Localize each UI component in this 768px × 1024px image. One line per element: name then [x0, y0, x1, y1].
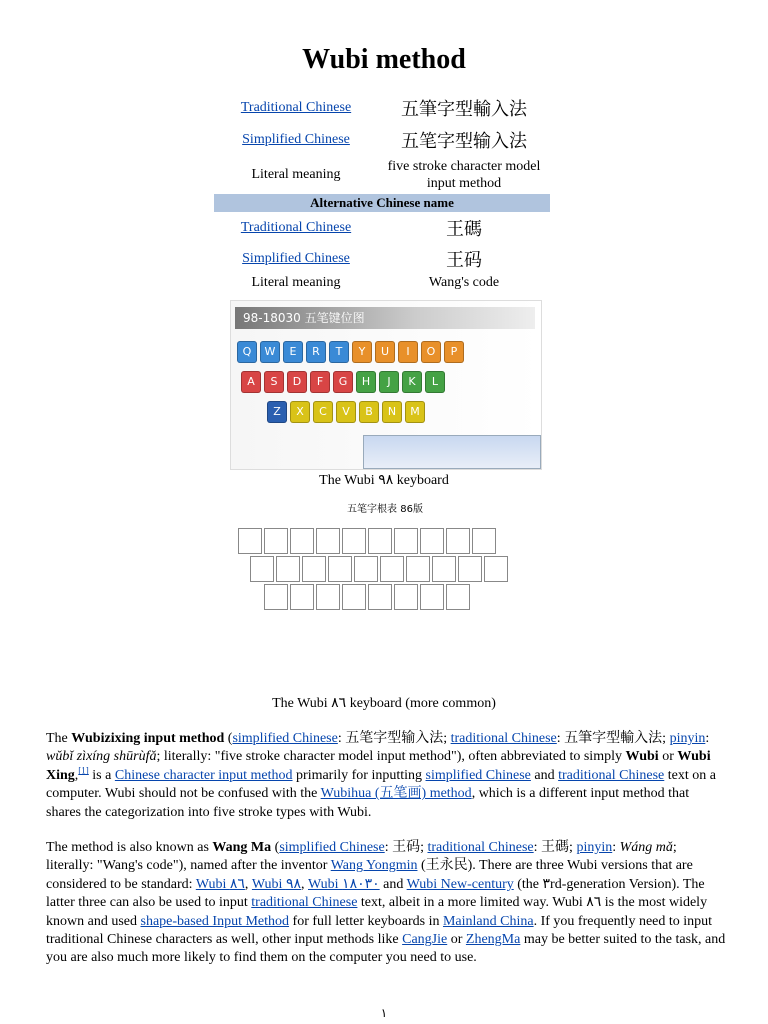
link-wubihua[interactable]: Wubihua (五笔画) method	[320, 786, 472, 802]
text: is a	[88, 767, 115, 783]
chart-cell	[368, 584, 392, 610]
chart-cell	[458, 556, 482, 582]
chart-legend	[240, 616, 530, 672]
chart-cell	[446, 528, 470, 554]
key: S	[264, 371, 284, 393]
key: D	[287, 371, 307, 393]
key: I	[398, 341, 418, 363]
infobox-row	[214, 274, 550, 292]
text: or	[447, 932, 466, 948]
figure1-caption: The Wubi ٩٨ keyboard	[319, 473, 449, 488]
chart-cell	[290, 528, 314, 554]
infobox-alt-header	[214, 194, 550, 212]
link-simplified-chinese[interactable]: simplified Chinese	[279, 840, 385, 855]
chart-cell	[264, 584, 288, 610]
chart-cell	[432, 556, 456, 582]
chart-cell	[368, 528, 392, 554]
chart-cell	[290, 584, 314, 610]
text: ; literally: "Wang's code"), named after the inventor	[46, 840, 677, 874]
link-traditional-chinese[interactable]: Traditional Chinese	[240, 100, 352, 115]
link-mainland-china[interactable]: Mainland China	[442, 913, 534, 929]
link-simplified-chinese[interactable]: Simplified Chinese	[242, 132, 350, 147]
text: , which is a different input method that shares the categorization into five stroke types with Wubi.	[46, 786, 690, 820]
chart-cell	[250, 556, 274, 582]
infobox-value: 五笔字型输入法	[401, 131, 527, 152]
text: : 王碼;	[533, 840, 577, 855]
page-title: Wubi method	[302, 44, 466, 75]
key: X	[290, 401, 310, 423]
link-shape-based-input[interactable]: shape-based Input Method	[140, 913, 290, 929]
infobox-label: Literal meaning	[251, 275, 341, 290]
chart-cell	[394, 584, 418, 610]
chart-cell	[406, 556, 430, 582]
page-number: ١	[380, 1006, 388, 1020]
text: (the ٣rd-generation Version). The latter three can also be used to input	[46, 876, 705, 911]
infobox-row	[214, 244, 550, 274]
text: : 五笔字型输入法;	[337, 731, 451, 746]
text: (	[224, 731, 233, 746]
chart-title: 五笔字根表 86版	[347, 504, 423, 515]
link-wang-yongmin[interactable]: Wang Yongmin	[330, 858, 418, 874]
chart-cell	[264, 528, 288, 554]
reference-link[interactable]: [1]	[78, 765, 89, 776]
pinyin-text: Wáng mǎ	[619, 840, 673, 855]
key: Q	[237, 341, 257, 363]
chart-cell	[446, 584, 470, 610]
key: C	[313, 401, 333, 423]
infobox-value: 五筆字型輸入法	[401, 99, 527, 120]
text: The method is also known as	[46, 840, 213, 855]
bold-term: Wubi	[625, 749, 659, 765]
infobox-row	[214, 212, 550, 244]
link-wubi-98[interactable]: Wubi ٩٨	[251, 876, 301, 892]
chart-cell	[354, 556, 378, 582]
key: O	[421, 341, 441, 363]
key: M	[405, 401, 425, 423]
text: :	[612, 840, 620, 855]
key: H	[356, 371, 376, 393]
chart-cell	[302, 556, 326, 582]
text: may be better suited to the task, and you are also much more likely to find them on the computer you need to use.	[46, 932, 726, 966]
chart-cell	[472, 528, 496, 554]
chart-cell	[380, 556, 404, 582]
link-traditional-chinese[interactable]: traditional Chinese	[450, 731, 557, 746]
text: or	[658, 749, 678, 765]
key: T	[329, 341, 349, 363]
chart-row-3	[264, 584, 470, 610]
infobox	[214, 92, 550, 292]
infobox-value: 王碼	[446, 219, 482, 240]
link-wubi-18030[interactable]: Wubi ١٨٠٣٠	[308, 876, 380, 892]
link-cangjie[interactable]: CangJie	[402, 932, 448, 948]
link-traditional-chinese-alt[interactable]: Traditional Chinese	[240, 220, 352, 235]
paragraph-1	[46, 730, 726, 822]
text: ,	[301, 876, 308, 892]
link-pinyin[interactable]: pinyin	[669, 731, 706, 746]
wubi86-chart-image	[234, 500, 536, 676]
wubi98-keyboard-image	[230, 300, 542, 470]
key: J	[379, 371, 399, 393]
key: L	[425, 371, 445, 393]
key: B	[359, 401, 379, 423]
text: :	[705, 731, 710, 746]
keyboard-banner: 98-18030 五笔键位图	[235, 307, 535, 329]
text: ,	[74, 767, 79, 783]
key: V	[336, 401, 356, 423]
link-traditional-chinese[interactable]: traditional Chinese	[427, 840, 534, 855]
key: P	[444, 341, 464, 363]
text: text on a computer. Wubi should not be confused with the	[46, 767, 716, 802]
keyboard-row-3	[267, 401, 425, 423]
logo-badge	[363, 435, 541, 469]
text: (	[271, 840, 280, 855]
chart-cell	[394, 528, 418, 554]
text: ; literally: "five stroke character model input method"), often abbreviated to simply	[156, 749, 626, 765]
text: primarily for inputting	[292, 767, 426, 783]
infobox-value: Wang's code	[428, 275, 500, 290]
alt-header-text: Alternative Chinese name	[214, 194, 550, 212]
text: for full letter keyboards in	[289, 913, 443, 929]
text: ,	[244, 876, 252, 892]
key: U	[375, 341, 395, 363]
key: Y	[352, 341, 372, 363]
infobox-row	[214, 156, 550, 194]
key: A	[241, 371, 261, 393]
chart-cell	[342, 584, 366, 610]
chart-cell	[316, 584, 340, 610]
text: : 王码;	[384, 840, 428, 855]
paragraph-2	[46, 839, 726, 968]
key: W	[260, 341, 280, 363]
key: N	[382, 401, 402, 423]
chart-cell	[238, 528, 262, 554]
link-simplified-chinese[interactable]: simplified Chinese	[232, 731, 338, 746]
chart-cell	[316, 528, 340, 554]
text: text, albeit in a more limited way. Wubi ٨٦ is the most widely known and used	[46, 895, 708, 929]
chart-row-1	[238, 528, 496, 554]
link-wubi-86[interactable]: Wubi ٨٦	[195, 876, 245, 892]
link-simplified-chinese[interactable]: simplified Chinese	[425, 767, 531, 783]
chart-cell	[328, 556, 352, 582]
link-pinyin[interactable]: pinyin	[576, 840, 613, 855]
pinyin-text: wǔbǐ zìxíng shūrùfǎ	[46, 749, 157, 765]
key: F	[310, 371, 330, 393]
bold-term: Wubizixing input method	[71, 731, 225, 746]
text: and	[379, 876, 407, 892]
infobox-label: Literal meaning	[251, 167, 341, 182]
link-wubi-new-century[interactable]: Wubi New-century	[406, 876, 514, 892]
key: K	[402, 371, 422, 393]
link-traditional-chinese[interactable]: traditional Chinese	[558, 767, 665, 783]
key: G	[333, 371, 353, 393]
text: and	[530, 767, 559, 783]
chart-cell	[342, 528, 366, 554]
key: Z	[267, 401, 287, 423]
infobox-row	[214, 124, 550, 156]
link-chinese-character-input[interactable]: Chinese character input method	[114, 767, 293, 783]
key: R	[306, 341, 326, 363]
keyboard-row-1	[237, 341, 464, 363]
text: : 五筆字型輸入法;	[556, 731, 670, 746]
bold-term: Wubi Xing	[46, 749, 711, 783]
key: E	[283, 341, 303, 363]
infobox-value: 王码	[446, 250, 482, 271]
infobox-value: five stroke character model input method	[387, 159, 541, 191]
text: . If you frequently need to input traditional Chinese characters as well, other input methods like	[46, 913, 713, 948]
link-zhengma[interactable]: ZhengMa	[465, 932, 521, 948]
chart-cell	[420, 528, 444, 554]
infobox-row	[214, 92, 550, 124]
link-simplified-chinese-alt[interactable]: Simplified Chinese	[242, 251, 350, 266]
bold-term: Wang Ma	[212, 840, 272, 855]
link-traditional-chinese[interactable]: traditional Chinese	[251, 895, 358, 911]
chart-row-2	[250, 556, 508, 582]
chart-cell	[420, 584, 444, 610]
chart-cell	[276, 556, 300, 582]
text: The	[46, 731, 72, 746]
keyboard-row-2	[241, 371, 445, 393]
figure2-caption: The Wubi ٨٦ keyboard (more common)	[272, 696, 496, 711]
text: (王永民). There are three Wubi versions that are considered to be standard:	[46, 858, 693, 892]
chart-cell	[484, 556, 508, 582]
